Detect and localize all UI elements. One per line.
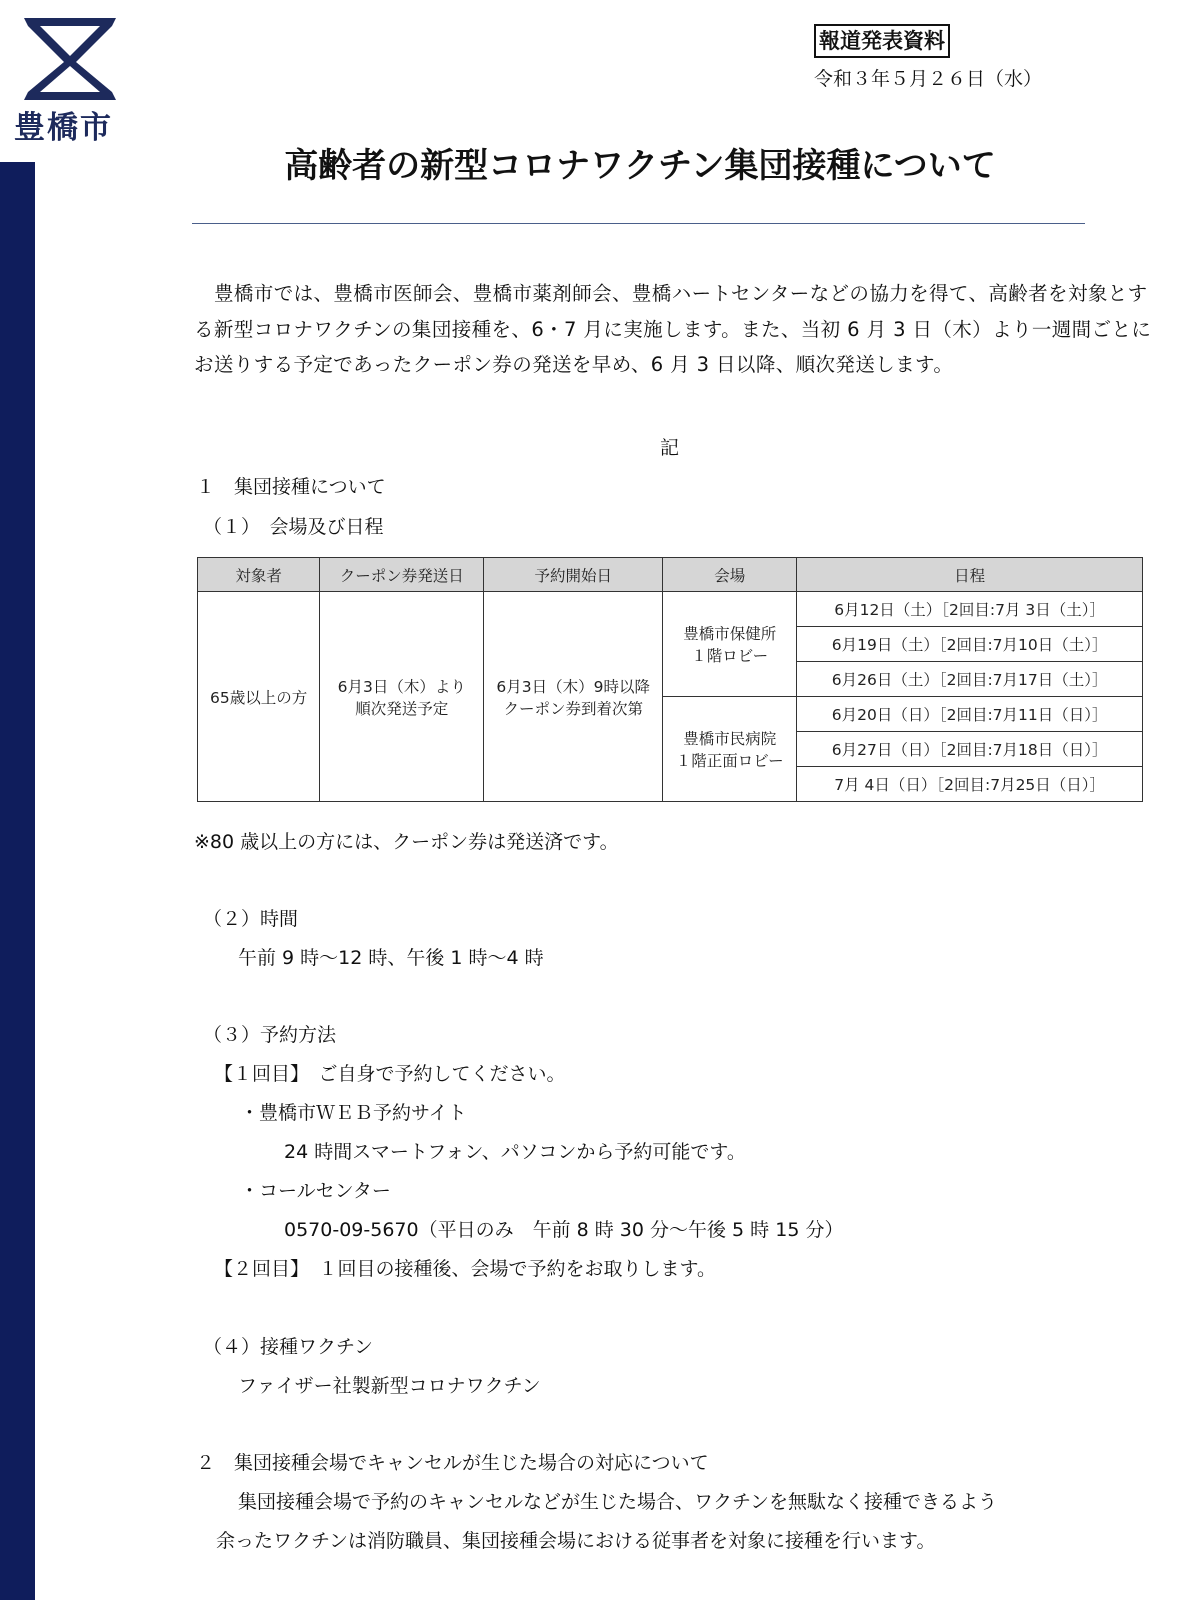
- time-text: 午前 9 時～12 時、午後 1 時～4 時: [238, 947, 544, 969]
- header-venue: 会場: [663, 558, 797, 592]
- cell-venue-1: [663, 592, 797, 697]
- schedule-table: [197, 557, 1143, 802]
- venue2-line1: 豊橋市民病院: [683, 730, 777, 748]
- schedule-row: 6月26日（土）［2回目:7月17日（土）］: [797, 662, 1143, 697]
- title-divider: [192, 223, 1085, 224]
- coupon-line1: 6月3日（木）より: [337, 677, 466, 696]
- coupon-line2: 順次発送予定: [355, 699, 449, 718]
- venue1-line2: １階ロビー: [691, 647, 769, 665]
- web-label: ・豊橋市ＷＥＢ予約サイト: [240, 1102, 467, 1124]
- schedule-row: 7月 4日（日）［2回目:7月25日（日）］: [797, 767, 1143, 802]
- coupon-note: ※80 歳以上の方には、クーポン券は発送済です。: [194, 831, 619, 853]
- second-dose-text: 【２回目】 １回目の接種後、会場で予約をお取りします。: [214, 1258, 716, 1280]
- web-desc: 24 時間スマートフォン、パソコンから予約可能です。: [284, 1141, 746, 1163]
- ki-mark: 記: [660, 437, 680, 459]
- city-name: 豊橋市: [14, 110, 113, 146]
- section2-body1: 集団接種会場で予約のキャンセルなどが生じた場合、ワクチンを無駄なく接種できるよう: [238, 1491, 998, 1513]
- section1-heading: １ 集団接種について: [196, 476, 386, 498]
- press-release-badge: 報道発表資料: [814, 24, 950, 58]
- schedule-row: 6月19日（土）［2回目:7月10日（土）］: [797, 627, 1143, 662]
- cell-venue-2: [663, 697, 797, 802]
- reservation-line2: クーポン券到着次第: [503, 699, 643, 718]
- schedule-row: 6月20日（日）［2回目:7月11日（日）］: [797, 697, 1143, 732]
- schedule-row: 6月12日（土）［2回目:7月 3日（土）］: [797, 592, 1143, 627]
- section2-body2: 余ったワクチンは消防職員、集団接種会場における従事者を対象に接種を行います。: [216, 1530, 936, 1552]
- call-desc: 0570-09-5670（平日のみ 午前 8 時 30 分～午後 5 時 15 分）: [284, 1219, 844, 1241]
- venue2-line2: １階正面ロビー: [675, 752, 784, 770]
- section2-heading: ２ 集団接種会場でキャンセルが生じた場合の対応について: [196, 1452, 709, 1474]
- cell-coupon: [320, 592, 484, 802]
- vaccine-text: ファイザー社製新型コロナワクチン: [238, 1375, 541, 1397]
- call-label: ・コールセンター: [240, 1180, 391, 1202]
- sidebar-bar: [0, 162, 35, 1600]
- intro-paragraph: 豊橋市では、豊橋市医師会、豊橋市薬剤師会、豊橋ハートセンターなどの協力を得て、高齢者を対象とする新型コロナワクチンの集団接種を、6・7 月に実施します。また、当初 6 月 3 日（木）より一週間ごとにお送りする予定であったクーポン券の発送を早め、6 月 3 日以降、順次発送します。: [194, 282, 1152, 376]
- schedule-row: 6月27日（日）［2回目:7月18日（日）］: [797, 732, 1143, 767]
- header-coupon: クーポン券発送日: [320, 558, 484, 592]
- section1-sub4: （４）接種ワクチン: [203, 1336, 374, 1358]
- toyohashi-city-logo-icon: [20, 16, 120, 100]
- first-dose-text: 【１回目】 ご自身で予約してください。: [214, 1063, 566, 1085]
- page-title: 高齢者の新型コロナワクチン集団接種について: [284, 146, 996, 186]
- section1-sub3: （３）予約方法: [203, 1024, 337, 1046]
- release-date: 令和３年５月２６日（水）: [814, 68, 1043, 90]
- cell-reservation: [484, 592, 663, 802]
- reservation-line1: 6月3日（木）9時以降: [496, 677, 651, 696]
- header-target: 対象者: [198, 558, 320, 592]
- venue1-line1: 豊橋市保健所: [683, 625, 777, 643]
- cell-target: 65歳以上の方: [198, 592, 320, 802]
- header-reservation: 予約開始日: [484, 558, 663, 592]
- header-schedule: 日程: [797, 558, 1143, 592]
- section1-sub1: （１） 会場及び日程: [203, 516, 384, 538]
- section1-sub2: （２）時間: [203, 908, 299, 930]
